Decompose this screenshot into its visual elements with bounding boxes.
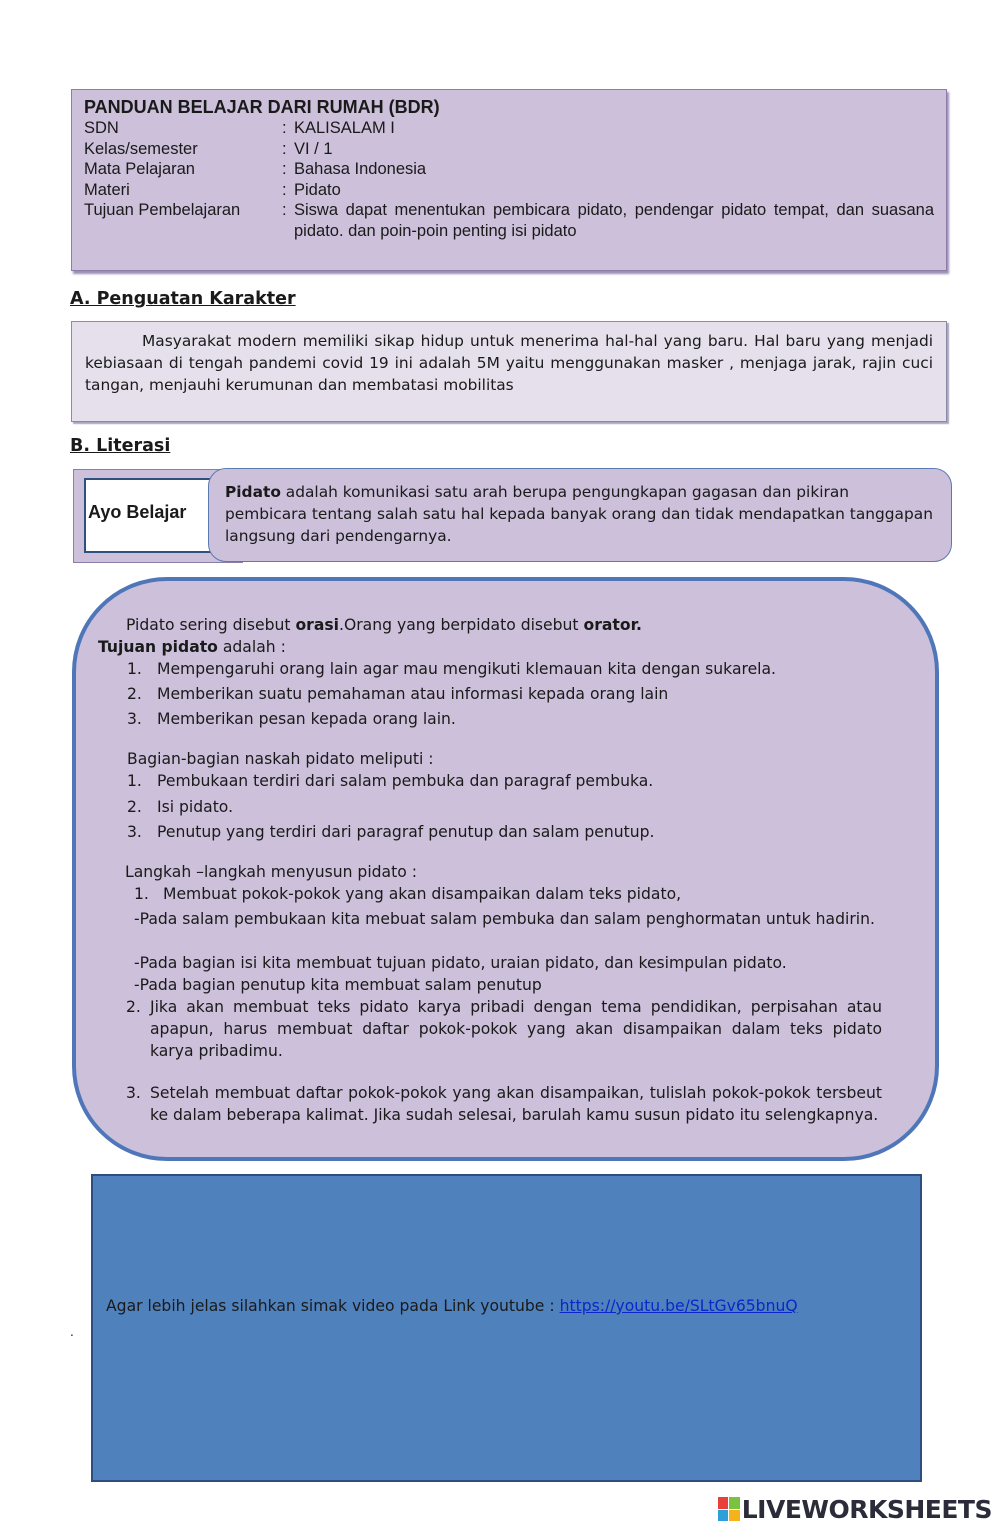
header-value: Siswa dapat menentukan pembicara pidato, pendengar pidato tempat, dan suasana pidato. dan poin-poin penting isi pidato [294,201,934,240]
langkah-sub-item [134,908,882,930]
intro-text: Pidato sering disebut [126,616,296,634]
video-line [106,1297,798,1315]
header-row-tujuan [84,200,934,241]
list-number: 1. [134,885,149,903]
header-separator: : [282,201,287,219]
header-row-kelas [84,139,934,160]
youtube-link[interactable]: https://youtu.be/SLtGv65bnuQ [559,1297,798,1315]
tujuan-text: adalah : [217,638,286,656]
section-a-heading: A. Penguatan Karakter [70,289,296,309]
list-number: 3. [127,710,142,728]
list-number: 3. [127,823,142,841]
list-number: 2. [126,998,141,1016]
liveworksheets-logo [718,1494,992,1524]
list-number: 1. [127,772,142,790]
definition-term: Pidato [225,483,281,501]
langkah-heading: Langkah –langkah menyusun pidato : [125,863,417,881]
langkah-sub-item: -Pada bagian isi kita membuat tujuan pidato, uraian pidato, dan kesimpulan pidato. [134,954,787,972]
header-separator: : [282,139,287,158]
header-label: Tujuan Pembelajaran [84,201,241,219]
definition-text: adalah komunikasi satu arah berupa pengungkapan gagasan dan pikiran pembicara tentang salah satu hal kepada banyak orang dan tidak mendapatkan tanggapan langsung dari pendengarnya. [225,483,933,545]
tujuan-item: Memberikan pesan kepada orang lain. [157,710,456,728]
header-label: Kelas/semester [84,139,198,158]
header-row-materi [84,180,934,201]
langkah-item: Membuat pokok-pokok yang akan disampaikan dalam teks pidato, [163,885,682,903]
ayo-belajar-label: Ayo Belajar [84,478,234,553]
header-value: KALISALAM I [294,119,395,137]
intro-orasi: orasi [295,616,340,634]
header-label: SDN [84,119,119,137]
header-value: VI / 1 [294,139,333,158]
list-number: 3. [126,1084,141,1102]
bagian-item: Isi pidato. [157,798,234,816]
bagian-item: Penutup yang terdiri dari paragraf penutup dan salam penutup. [157,823,655,841]
bagian-heading: Bagian-bagian naskah pidato meliputi : [127,750,434,768]
header-box [71,89,947,271]
tujuan-item: Memberikan suatu pemahaman atau informasi kepada orang lain [157,685,669,703]
list-number: 1. [127,660,142,678]
langkah-item: Jika akan membuat teks pidato karya pribadi dengan tema pendidikan, perpisahan atau apapun, harus membuat daftar pokok-pokok yang akan disampaikan dalam teks pidato karya pribadimu. [150,998,882,1060]
header-value: Pidato [294,180,341,199]
header-value: Bahasa Indonesia [294,160,427,178]
liveworksheets-logo-icon [718,1497,740,1521]
tujuan-heading [98,636,286,658]
list-number: 2. [127,685,142,703]
materi-box [72,577,939,1161]
bagian-item: Pembukaan terdiri dari salam pembuka dan paragraf pembuka. [157,772,654,790]
sub-text: -Pada salam pembukaan kita mebuat salam pembuka dan salam penghormatan untuk hadirin. [134,910,875,928]
intro-orator: orator. [583,616,642,634]
header-row-sdn [84,118,934,139]
stray-dot: . [70,1325,74,1339]
header-label: Materi [84,180,130,199]
header-title: PANDUAN BELAJAR DARI RUMAH (BDR) [84,97,440,117]
section-b-heading: B. Literasi [70,436,171,456]
header-row-mapel [84,159,934,180]
video-box [91,1174,922,1482]
list-number: 2. [127,798,142,816]
header-separator: : [282,160,287,178]
karakter-box [71,321,947,422]
langkah-sub-item: -Pada bagian penutup kita membuat salam penutup [134,976,542,994]
liveworksheets-logo-text: LIVEWORKSHEETS [741,1494,992,1524]
intro-text: .Orang yang berpidato disebut [339,616,584,634]
langkah-item: Setelah membuat daftar pokok-pokok yang akan disampaikan, tulislah pokok-pokok tersbeut ke dalam beberapa kalimat. Jika sudah selesai, barulah kamu susun pidato itu selengkapnya. [150,1084,882,1124]
header-separator: : [282,180,287,199]
header-separator: : [282,119,287,137]
tujuan-bold: Tujuan pidato [98,638,218,656]
tujuan-item: Mempengaruhi orang lain agar mau mengikuti klemauan kita dengan sukarela. [157,660,777,678]
intro-line [126,614,642,636]
karakter-text: Masyarakat modern memiliki sikap hidup untuk menerima hal-hal yang baru. Hal baru yang menjadi kebiasaan di tengah pandemi covid 19 ini adalah 5M yaitu menggunakan masker , menjaga jarak, rajin cuci tangan, menjauhi kerumunan dan membatasi mobilitas [85,332,933,394]
header-label: Mata Pelajaran [84,160,195,178]
pidato-definition-box [208,468,952,562]
video-text: Agar lebih jelas silahkan simak video pada Link youtube : [106,1297,560,1315]
